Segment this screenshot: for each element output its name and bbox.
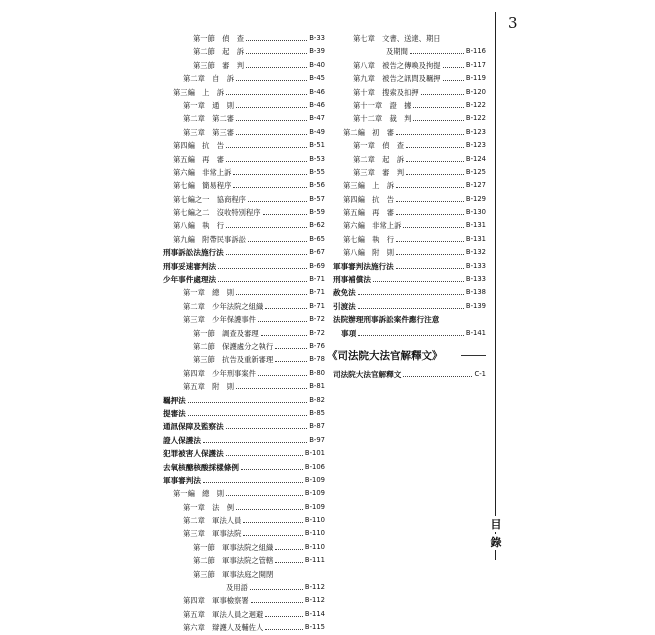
toc-entry [163, 59, 325, 72]
toc-entry-page: B-123 [465, 141, 486, 150]
toc-leader-dots [258, 366, 307, 376]
toc-entry-title: 提審法 [163, 408, 186, 418]
toc-entry-page: B-125 [465, 167, 486, 176]
toc-entry-title: 第三節 軍事法庭之開閉 [193, 569, 274, 579]
toc-leader-dots [403, 367, 472, 377]
toc-leader-dots [358, 285, 464, 295]
toc-leader-dots [396, 192, 464, 202]
toc-leader-dots [226, 245, 307, 255]
toc-entry-page: B-115 [304, 623, 325, 632]
toc-entry [333, 273, 486, 286]
toc-entry-title: 去氧核醣核酸採樣條例 [163, 462, 239, 472]
toc-entry-title: 第二章 起 訴 [353, 154, 405, 164]
toc-leader-dots [248, 192, 307, 202]
toc-entry [163, 286, 325, 299]
toc-entry-page: B-138 [465, 288, 486, 297]
toc-leader-dots [396, 205, 464, 215]
toc-leader-dots [203, 473, 303, 483]
toc-leader-dots [226, 446, 303, 456]
toc-entry-page: B-109 [304, 489, 325, 498]
toc-entry [163, 32, 325, 45]
toc-entry-title: 羈押法 [163, 395, 186, 405]
toc-entry [333, 166, 486, 179]
toc-leader-dots [406, 152, 464, 162]
toc-entry [163, 153, 325, 166]
toc-entry-page: B-62 [309, 221, 325, 230]
toc-leader-dots [243, 513, 303, 523]
toc-entry-title: 第二章 自 訴 [183, 74, 235, 84]
toc-leader-dots [246, 44, 307, 54]
toc-entry-page: B-46 [309, 100, 325, 109]
toc-leader-dots [226, 138, 307, 148]
toc-leader-dots [275, 553, 303, 563]
toc-entry-title: 軍事審判法施行法 [333, 261, 394, 271]
toc-leader-dots [265, 607, 303, 617]
toc-entry-page: B-71 [309, 275, 325, 284]
toc-entry-title: 第五編 再 審 [173, 154, 225, 164]
toc-entry-page: B-127 [465, 181, 486, 190]
toc-entry-title: 法院辦理刑事訴訟案件應行注意 [333, 315, 440, 325]
toc-entry [163, 554, 325, 567]
toc-leader-dots [203, 433, 307, 443]
toc-entry [333, 313, 486, 326]
toc-leader-dots [265, 299, 307, 309]
toc-leader-dots [275, 540, 303, 550]
toc-entry [163, 72, 325, 85]
toc-leader-dots [218, 272, 307, 282]
toc-entry-page: B-119 [465, 74, 486, 83]
toc-entry [163, 621, 325, 634]
toc-entry [163, 313, 325, 326]
toc-entry [163, 233, 325, 246]
toc-leader-dots [406, 165, 464, 175]
toc-leader-dots [248, 232, 307, 242]
toc-entry-page: B-46 [309, 87, 325, 96]
toc-entry-title: 第七編之一 協商程序 [173, 194, 246, 204]
toc-leader-dots [236, 111, 307, 121]
toc-entry-title: 第一節 偵 查 [193, 34, 245, 43]
toc-entry-title: 第十二章 裁 判 [353, 114, 412, 124]
toc-entry-page: B-65 [309, 234, 325, 243]
toc-leader-dots [413, 98, 464, 108]
toc-entry-page: B-57 [309, 194, 325, 203]
toc-entry-title: 第一節 調查及審理 [193, 328, 259, 338]
toc-entry-page: B-106 [304, 462, 325, 471]
toc-entry-page: B-120 [465, 87, 486, 96]
toc-leader-dots [275, 352, 307, 362]
toc-entry [163, 367, 325, 380]
side-label-mu: 目 [490, 518, 502, 531]
toc-entry-page: B-49 [309, 127, 325, 136]
toc-entry-title: 第一章 偵 查 [353, 141, 405, 151]
toc-entry-page: B-87 [309, 422, 325, 431]
toc-entry [163, 407, 325, 420]
toc-leader-dots [261, 326, 308, 336]
toc-leader-dots [236, 98, 307, 108]
toc-entry-page: B-47 [309, 114, 325, 123]
toc-entry-title: 第四編 抗 告 [173, 141, 225, 151]
toc-entry-title: 刑事妥速審判法 [163, 261, 217, 271]
section-heading-row [327, 346, 486, 368]
toc-entry-title: 第七章 文書、送達、期日 [353, 34, 441, 43]
toc-entry [163, 353, 325, 366]
toc-entry-title: 第三節 抗告及重新審理 [193, 355, 274, 365]
toc-entry-page: B-110 [304, 516, 325, 525]
toc-entry-title: 第七編 執 行 [343, 234, 395, 244]
toc-entry-title: 第五章 附 則 [183, 382, 235, 392]
toc-leader-dots [241, 460, 303, 470]
toc-column-right [327, 32, 486, 381]
toc-entry [163, 568, 325, 581]
toc-entry-title: 第七編 簡易程序 [173, 181, 232, 191]
toc-entry-page: B-133 [465, 275, 486, 284]
toc-entry [333, 206, 486, 219]
toc-entry-title: 事項 [341, 328, 357, 338]
toc-entry [163, 273, 325, 286]
toc-entry-title: 第一編 總 則 [173, 489, 225, 499]
toc-entry [163, 461, 325, 474]
toc-entry-title: 司法院大法官解釋文 [333, 369, 402, 379]
toc-entry-title: 第二章 少年法院之組織 [183, 301, 264, 311]
toc-leader-dots [406, 138, 464, 148]
toc-leader-dots [396, 259, 464, 269]
toc-leader-dots [233, 165, 307, 175]
toc-entry-title: 第六章 辯護人及輔佐人 [183, 623, 264, 633]
toc-entry-title: 犯罪被害人保護法 [163, 449, 224, 459]
toc-entry [333, 112, 486, 125]
toc-leader-dots [373, 272, 464, 282]
toc-entry [163, 527, 325, 540]
toc-entry [163, 487, 325, 500]
toc-entry-page: B-40 [309, 60, 325, 69]
toc-entry-title: 軍事審判法 [163, 475, 201, 485]
toc-entry-title: 第一章 法 例 [183, 502, 235, 512]
toc-entry-title: 赦免法 [333, 288, 356, 298]
toc-entry-title: 刑事訴訟法施行法 [163, 248, 224, 258]
toc-entry [163, 45, 325, 58]
toc-entry-page: B-80 [309, 368, 325, 377]
toc-entry-page: B-45 [309, 74, 325, 83]
toc-leader-dots [396, 245, 464, 255]
toc-entry [333, 59, 486, 72]
section-heading-rule [461, 355, 486, 356]
toc-entry [163, 260, 325, 273]
toc-leader-dots [396, 125, 464, 135]
toc-entry-page: B-131 [465, 234, 486, 243]
toc-entry-page: B-123 [465, 127, 486, 136]
toc-entry [163, 99, 325, 112]
toc-entry-page: B-51 [309, 141, 325, 150]
toc-entry [163, 380, 325, 393]
toc-entry [333, 126, 486, 139]
toc-entry-page: B-71 [309, 288, 325, 297]
toc-leader-dots [396, 232, 464, 242]
toc-entry-title: 引渡法 [333, 301, 356, 311]
toc-entry [163, 501, 325, 514]
toc-entry [163, 246, 325, 259]
toc-entry-title: 第九章 被告之訊問及羈押 [353, 74, 441, 84]
toc-entry-title: 證人保護法 [163, 435, 201, 445]
toc-entry [163, 581, 325, 594]
toc-leader-dots [358, 299, 464, 309]
toc-leader-dots [396, 178, 464, 188]
toc-leader-dots [226, 85, 307, 95]
toc-entry-title: 第四章 少年刑事案件 [183, 368, 256, 378]
toc-entry-title: 第三節 審 判 [193, 60, 245, 70]
toc-entry-title: 第七編之二 沒收特別程序 [173, 208, 261, 218]
toc-entry [333, 45, 486, 58]
toc-entry-title: 第六編 非常上訴 [343, 221, 402, 231]
toc-entry-title: 第二章 軍法人員 [183, 516, 242, 526]
toc-leader-dots [236, 71, 307, 81]
margin-rule [495, 12, 496, 560]
toc-entry-title: 第一節 軍事法院之組織 [193, 542, 274, 552]
toc-entry-title: 第三章 軍事法院 [183, 529, 242, 539]
toc-entry-title: 及期間 [386, 47, 408, 57]
toc-entry [163, 608, 325, 621]
toc-entry [163, 300, 325, 313]
toc-entry [333, 260, 486, 273]
toc-entry-page: B-141 [465, 328, 486, 337]
toc-leader-dots [443, 58, 464, 68]
toc-entry-title: 第四章 軍事檢察署 [183, 596, 249, 606]
toc-entry-page: B-71 [309, 301, 325, 310]
toc-entry-page: B-76 [309, 341, 325, 350]
toc-entry-title: 通訊保障及監察法 [163, 422, 224, 432]
toc-entry-page: C-1 [474, 369, 486, 378]
toc-entry [163, 420, 325, 433]
toc-leader-dots [226, 152, 307, 162]
toc-entry [163, 139, 325, 152]
toc-entry-title: 第八編 執 行 [173, 221, 225, 231]
toc-entry-title: 第八章 被告之傳喚及拘提 [353, 60, 441, 70]
toc-entry-title: 第二節 起 訴 [193, 47, 245, 57]
toc-entry-title: 少年事件處理法 [163, 275, 217, 285]
toc-entry [333, 99, 486, 112]
toc-entry [333, 300, 486, 313]
toc-leader-dots [188, 406, 307, 416]
toc-entry-page: B-112 [304, 583, 325, 592]
toc-leader-dots [403, 218, 464, 228]
toc-entry-page: B-117 [465, 60, 486, 69]
toc-entry-page: B-59 [309, 208, 325, 217]
toc-entry [333, 86, 486, 99]
toc-entry-page: B-33 [309, 34, 325, 42]
toc-entry [333, 286, 486, 299]
toc-entry-title: 第八編 附 則 [343, 248, 395, 258]
toc-leader-dots [250, 580, 303, 590]
toc-entry-page: B-111 [304, 556, 325, 565]
toc-entry [163, 179, 325, 192]
toc-entry-page: B-132 [465, 248, 486, 257]
toc-entry [333, 246, 486, 259]
toc-leader-dots [188, 393, 307, 403]
toc-entry-page: B-67 [309, 248, 325, 257]
toc-entry [163, 206, 325, 219]
toc-entry [163, 434, 325, 447]
toc-entry [163, 340, 325, 353]
toc-entry-page: B-112 [304, 596, 325, 605]
toc-entry-page: B-82 [309, 395, 325, 404]
toc-entry-title: 第九編 附帶民事訴訟 [173, 234, 246, 244]
toc-entry [333, 139, 486, 152]
toc-entry-title: 第十章 搜索及扣押 [353, 87, 419, 97]
toc-entry-page: B-114 [304, 609, 325, 618]
toc-leader-dots [226, 486, 303, 496]
toc-entry-title: 第十一章 證 據 [353, 100, 412, 110]
toc-entry [333, 219, 486, 232]
toc-entry [333, 72, 486, 85]
toc-entry-title: 第五編 再 審 [343, 208, 395, 218]
toc-column-left [163, 32, 325, 635]
toc-leader-dots [233, 178, 307, 188]
toc-entry [163, 447, 325, 460]
section-heading: 《司法院大法官解釋文》 [327, 349, 443, 362]
toc-entry-page: B-101 [304, 449, 325, 458]
toc-entry-title: 第一章 通 則 [183, 100, 235, 110]
toc-leader-dots [226, 218, 307, 228]
toc-entry [163, 86, 325, 99]
toc-entry-title: 第六編 非常上訴 [173, 167, 232, 177]
toc-entry-page: B-116 [465, 47, 486, 56]
toc-leader-dots [275, 339, 307, 349]
toc-entry [163, 474, 325, 487]
toc-entry [163, 112, 325, 125]
toc-entry-page: B-72 [309, 328, 325, 337]
toc-entry-page: B-53 [309, 154, 325, 163]
toc-leader-dots [236, 285, 307, 295]
toc-entry-page: B-122 [465, 100, 486, 109]
toc-entry-page: B-39 [309, 47, 325, 56]
toc-leader-dots [243, 526, 303, 536]
toc-leader-dots [410, 44, 464, 54]
toc-entry [333, 179, 486, 192]
toc-entry-title: 第三編 上 訴 [343, 181, 395, 191]
toc-entry-title: 第二節 保護處分之執行 [193, 341, 274, 351]
toc-entry-page: B-133 [465, 261, 486, 270]
toc-entry-title: 第五章 軍法人員之迴避 [183, 609, 264, 619]
toc-entry [163, 394, 325, 407]
toc-leader-dots [236, 500, 303, 510]
toc-entry-title: 第三章 審 判 [353, 167, 405, 177]
toc-entry-title: 第二節 軍事法院之管轄 [193, 556, 274, 566]
toc-entry-title: 刑事補償法 [333, 275, 371, 285]
toc-entry-title: 第二編 初 審 [343, 127, 395, 137]
toc-entry-page: B-122 [465, 114, 486, 123]
toc-entry-title: 第二章 第二審 [183, 114, 235, 124]
toc-entry-page: B-85 [309, 408, 325, 417]
toc-entry [333, 233, 486, 246]
side-label-lu: 錄 [490, 536, 502, 549]
toc-entry [163, 594, 325, 607]
toc-entry-title: 第三章 少年保護事件 [183, 315, 256, 325]
toc-entry [333, 327, 486, 340]
toc-entry-title: 第三章 第三審 [183, 127, 235, 137]
toc-entry-page: B-78 [309, 355, 325, 364]
toc-entry-page: B-131 [465, 221, 486, 230]
toc-entry-page: B-56 [309, 181, 325, 190]
toc-entry [163, 541, 325, 554]
toc-entry-page: B-81 [309, 382, 325, 391]
toc-leader-dots [413, 111, 464, 121]
page-number: 3 [508, 14, 518, 32]
toc-entry-page: B-69 [309, 261, 325, 270]
toc-entry [333, 32, 486, 45]
toc-entry-page: B-110 [304, 542, 325, 551]
toc-entry-page: B-97 [309, 435, 325, 444]
toc-leader-dots [421, 85, 464, 95]
toc-leader-dots [263, 205, 308, 215]
toc-entry [163, 219, 325, 232]
toc-leader-dots [246, 31, 307, 41]
toc-leader-dots [443, 71, 464, 81]
toc-leader-dots [246, 58, 307, 68]
toc-leader-dots [226, 419, 307, 429]
toc-leader-dots [258, 312, 307, 322]
toc-entry-page: B-109 [304, 502, 325, 511]
toc-entry [163, 327, 325, 340]
toc-entry-title: 第四編 抗 告 [343, 194, 395, 204]
toc-entry [163, 193, 325, 206]
toc-entry-page: B-55 [309, 167, 325, 176]
toc-entry [163, 166, 325, 179]
toc-entry [333, 153, 486, 166]
toc-leader-dots [251, 593, 303, 603]
toc-entry-page: B-109 [304, 475, 325, 484]
toc-entry-page: B-124 [465, 154, 486, 163]
toc-entry [333, 193, 486, 206]
toc-leader-dots [265, 620, 303, 630]
toc-entry-page: B-110 [304, 529, 325, 538]
toc-entry-page: B-139 [465, 301, 486, 310]
toc-leader-dots [358, 326, 464, 336]
toc-leader-dots [218, 259, 307, 269]
toc-entry-title: 及用語 [226, 583, 248, 593]
toc-entry-title: 第一章 總 則 [183, 288, 235, 298]
toc-leader-dots [236, 125, 307, 135]
toc-entry-page: B-72 [309, 315, 325, 324]
toc-entry [333, 368, 486, 381]
toc-entry-page: B-130 [465, 208, 486, 217]
toc-entry-page: B-129 [465, 194, 486, 203]
toc-entry [163, 514, 325, 527]
toc-entry-title: 第三編 上 訴 [173, 87, 225, 97]
toc-entry [163, 126, 325, 139]
toc-leader-dots [236, 379, 307, 389]
